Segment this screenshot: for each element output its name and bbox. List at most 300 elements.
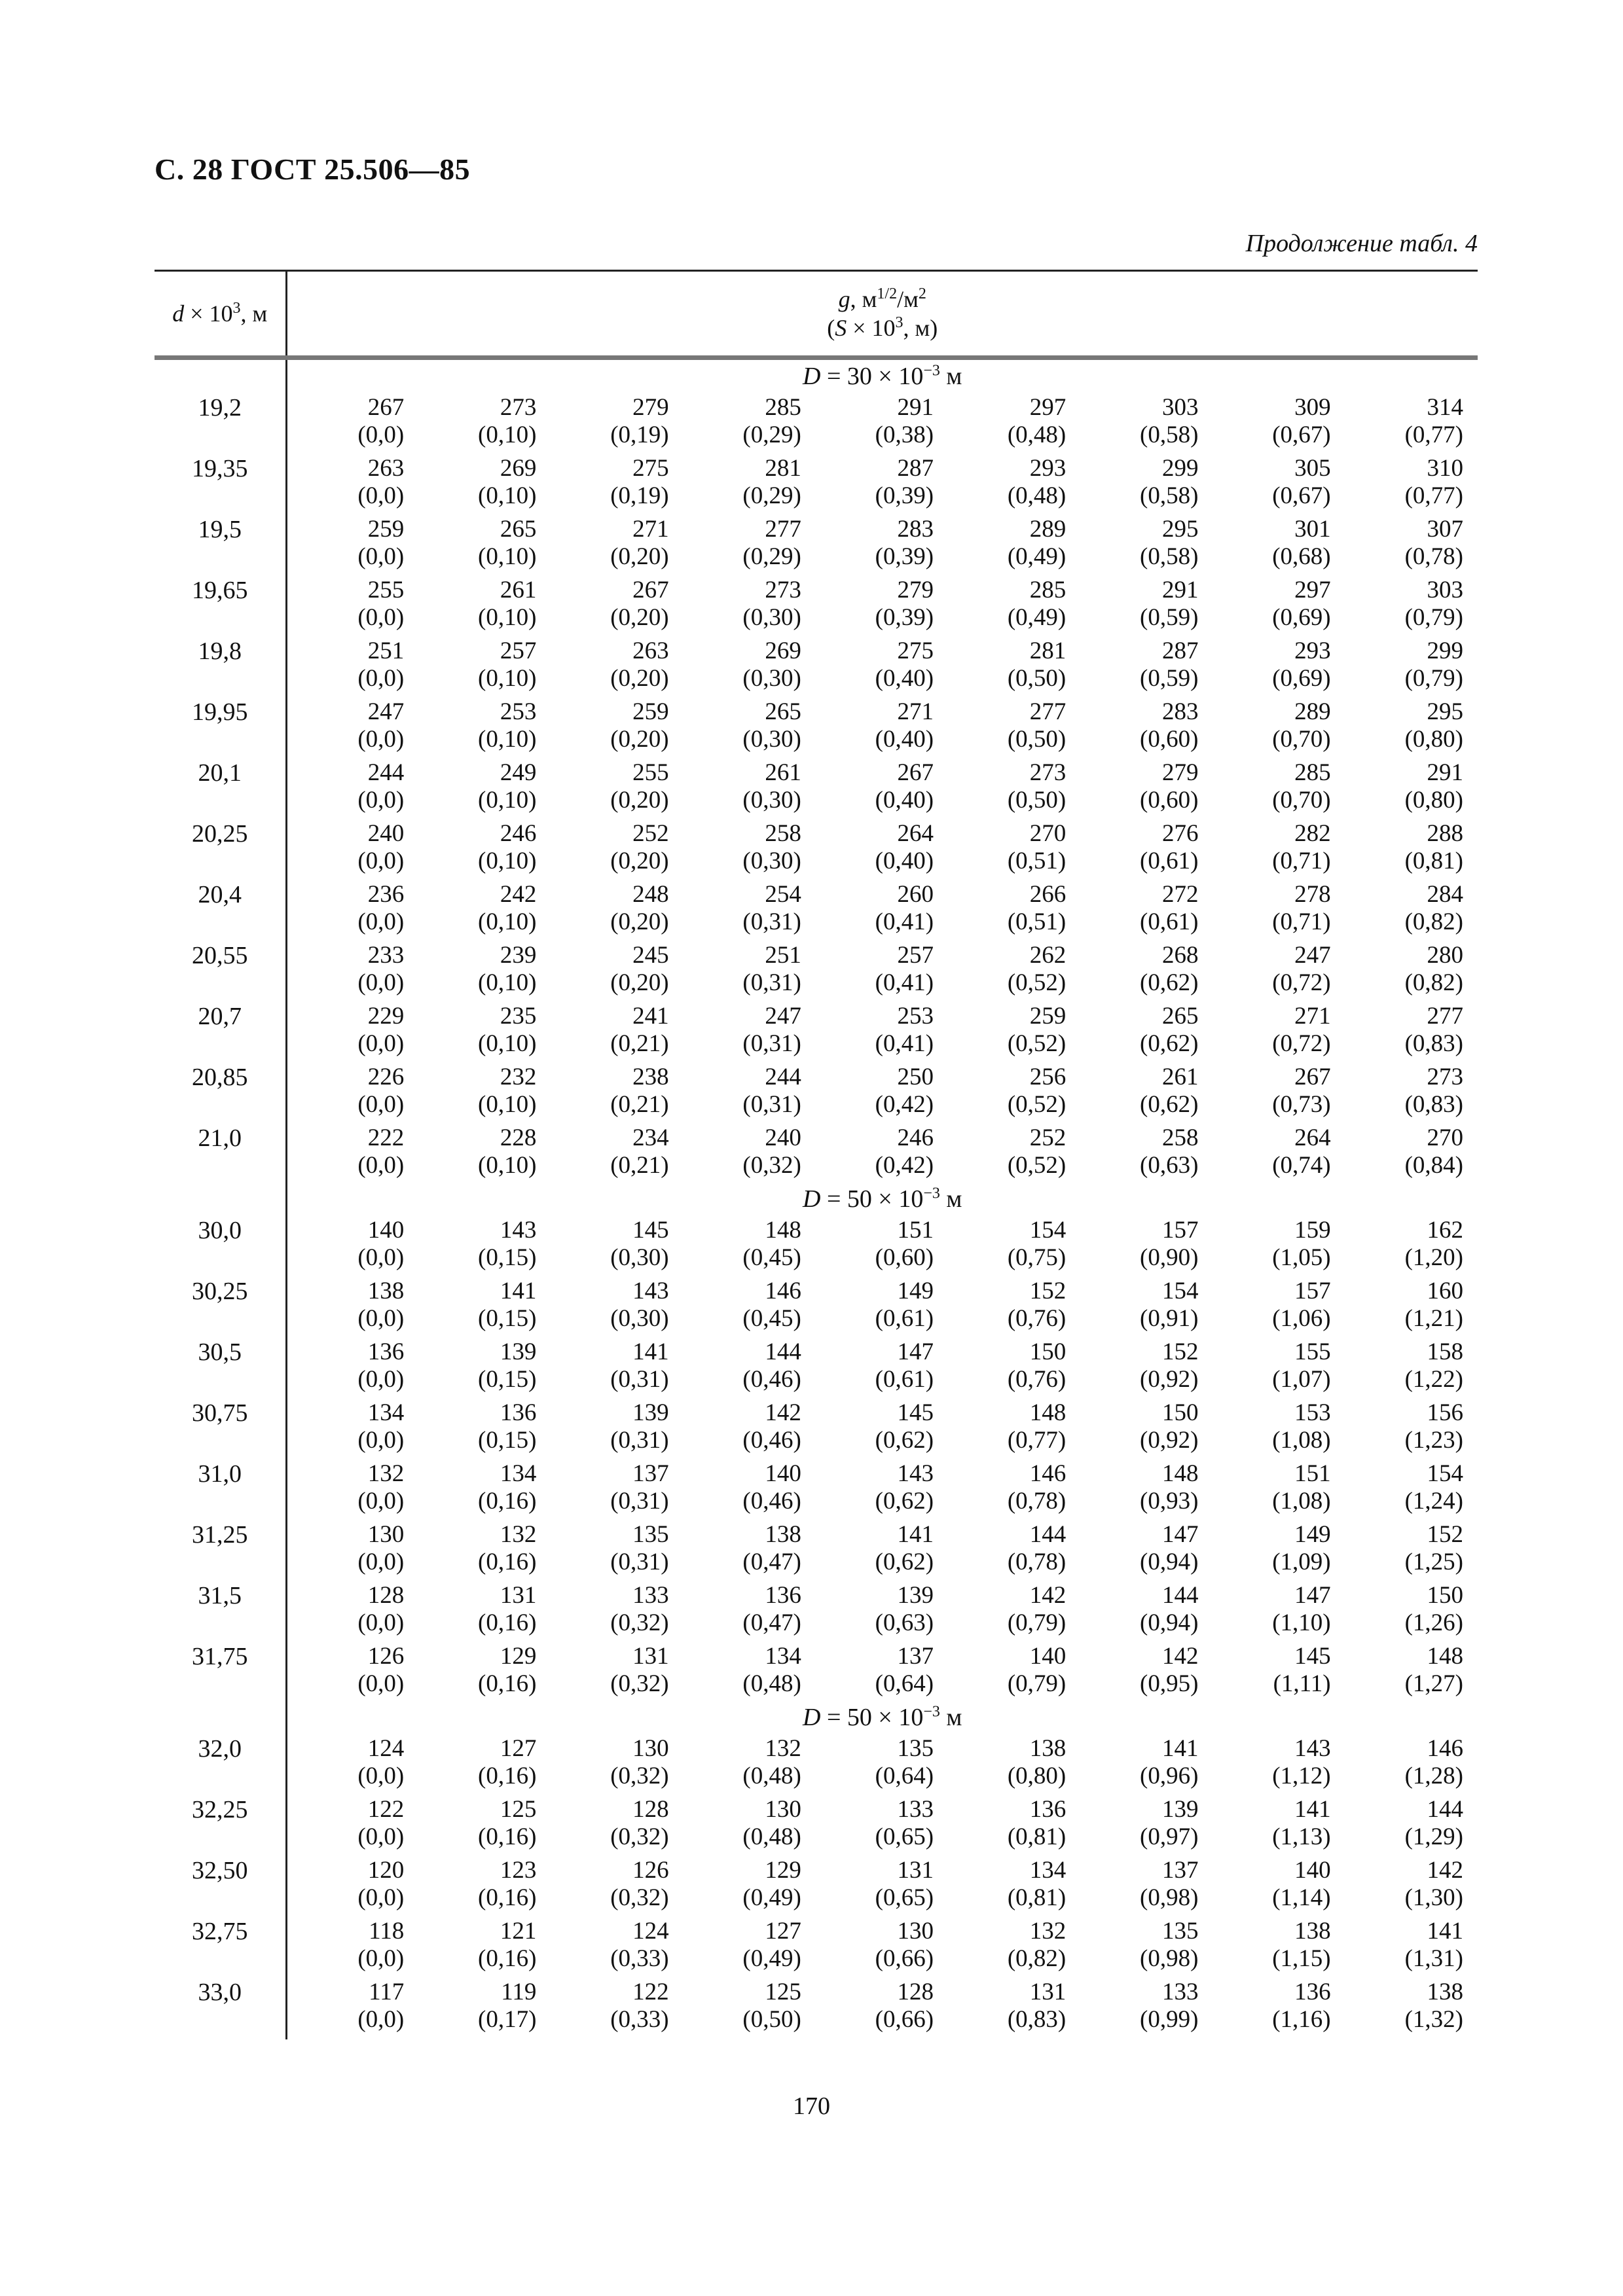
cell-g: 146 [765,1278,801,1304]
cell-s: (1,21) [1404,1305,1463,1332]
cell-s: (0,20) [610,543,669,570]
cell-value [948,1278,1080,1338]
cell-s: (0,76) [1007,1305,1067,1332]
cell-g: 303 [1427,577,1463,603]
cell-g: 124 [632,1918,669,1945]
cell-value [1213,881,1345,942]
cell-g: 272 [1161,881,1199,908]
cell-value [1213,1796,1345,1857]
cell-value [286,1857,418,1918]
cell-g: 139 [500,1338,537,1365]
cell-value [1345,455,1478,516]
cell-g: 273 [500,394,537,421]
cell-s: (0,42) [875,1091,934,1118]
cell-s: (0,78) [1007,1488,1067,1515]
cell-g: 147 [897,1338,934,1365]
cell-value [1345,881,1478,942]
cell-value [684,1643,816,1704]
cell-value [948,1643,1080,1704]
cell-g: 276 [1161,820,1199,847]
table-row [155,942,1478,1003]
cell-value [816,455,948,516]
cell-value [1080,820,1213,881]
cell-value [551,1064,683,1124]
cell-value [684,759,816,820]
cell-s: (0,30) [610,1244,669,1271]
table-row [155,1399,1478,1460]
cell-g: 261 [765,759,801,786]
cell-g: 150 [1029,1338,1067,1365]
cell-g: 117 [369,1979,405,2005]
cell-g: 310 [1427,455,1463,482]
cell-g: 271 [897,698,934,725]
cell-s: (0,98) [1140,1884,1199,1911]
cell-value [1345,1278,1478,1338]
table-row [155,759,1478,820]
cell-g: 130 [367,1521,405,1548]
cell-s: (1,16) [1272,2006,1331,2033]
cell-g: 293 [1294,637,1331,664]
cell-g: 251 [367,637,405,664]
section-title: $D = 30 \times 10^{-3}$ м [803,362,962,390]
cell-value [1080,1217,1213,1278]
cell-d: 20,7 [155,1003,286,1064]
cell-s: (0,31) [742,969,801,996]
cell-s: (0,0) [357,1030,405,1057]
cell-s: (0,48) [742,1823,801,1850]
cell-value [948,455,1080,516]
cell-s: (0,48) [742,1763,801,1789]
cell-s: (0,81) [1007,1884,1067,1911]
cell-s: (0,0) [357,1427,405,1454]
cell-s: (0,0) [357,1763,405,1789]
cell-d: 31,5 [155,1582,286,1643]
cell-s: (1,27) [1404,1670,1463,1697]
cell-value [551,1338,683,1399]
cell-s: (0,58) [1140,422,1199,448]
cell-g: 248 [632,881,669,908]
cell-s: (0,46) [742,1366,801,1393]
cell-value [684,1582,816,1643]
cell-g: 124 [367,1735,405,1762]
cell-s: (0,0) [357,1670,405,1697]
cell-value [948,1460,1080,1521]
cell-value [684,698,816,759]
cell-value [418,1064,551,1124]
table-row [155,881,1478,942]
cell-value [1213,1003,1345,1064]
cell-s: (0,32) [610,1670,669,1697]
cell-s: (1,25) [1404,1549,1463,1575]
cell-value [1213,1399,1345,1460]
cell-g: 132 [500,1521,537,1548]
cell-s: (0,0) [357,969,405,996]
cell-g: 253 [897,1003,934,1030]
cell-d: 30,0 [155,1217,286,1278]
cell-g: 148 [1161,1460,1199,1487]
cell-s: (0,0) [357,665,405,692]
cell-s: (1,31) [1404,1945,1463,1972]
cell-value [286,759,418,820]
cell-value [551,1643,683,1704]
cell-value [418,1003,551,1064]
cell-value [1345,1643,1478,1704]
cell-value [1080,1796,1213,1857]
cell-g: 140 [765,1460,801,1487]
cell-g: 145 [1294,1643,1331,1670]
cell-s: (1,32) [1404,2006,1463,2033]
cell-s: (0,49) [1007,543,1067,570]
cell-g: 135 [1161,1918,1199,1945]
cell-value [1345,1918,1478,1979]
cell-value [948,820,1080,881]
cell-value [551,942,683,1003]
cell-g: 157 [1161,1217,1199,1244]
cell-d: 19,95 [155,698,286,759]
cell-g: 138 [1427,1979,1463,2005]
cell-value [1213,942,1345,1003]
cell-value [816,1796,948,1857]
cell-value [286,881,418,942]
cell-s: (0,15) [478,1427,537,1454]
cell-value [286,1278,418,1338]
cell-value [1080,759,1213,820]
cell-s: (0,94) [1140,1549,1199,1575]
cell-value [684,1399,816,1460]
cell-value [1080,1582,1213,1643]
cell-d: 30,5 [155,1338,286,1399]
cell-g: 151 [897,1217,934,1244]
cell-g: 299 [1427,637,1463,664]
cell-value [551,1857,683,1918]
cell-g: 251 [765,942,801,969]
cell-value [1080,1521,1213,1582]
cell-s: (0,46) [742,1427,801,1454]
cell-s: (0,96) [1140,1763,1199,1789]
cell-s: (0,60) [1140,787,1199,814]
cell-value [684,394,816,455]
cell-g: 279 [897,577,934,603]
cell-s: (0,32) [742,1152,801,1179]
cell-g: 136 [500,1399,537,1426]
cell-g: 247 [765,1003,801,1030]
cell-s: (0,31) [610,1549,669,1575]
cell-g: 238 [632,1064,669,1090]
cell-value [1080,394,1213,455]
cell-value [816,516,948,577]
cell-s: (0,15) [478,1305,537,1332]
cell-s: (0,10) [478,422,537,448]
cell-value [418,516,551,577]
cell-value [1213,1338,1345,1399]
cell-s: (0,31) [742,1091,801,1118]
cell-s: (0,61) [1140,848,1199,874]
cell-g: 288 [1427,820,1463,847]
cell-s: (0,63) [1140,1152,1199,1179]
cell-value [418,1582,551,1643]
cell-value [816,1460,948,1521]
cell-s: (0,39) [875,543,934,570]
cell-value [1345,1979,1478,2039]
cell-g: 252 [1029,1124,1067,1151]
cell-value [286,1582,418,1643]
cell-g: 239 [500,942,537,969]
cell-s: (0,40) [875,665,934,692]
cell-s: (0,29) [742,482,801,509]
cell-value [1213,1857,1345,1918]
cell-value [1213,637,1345,698]
cell-s: (1,23) [1404,1427,1463,1454]
cell-s: (0,66) [875,2006,934,2033]
cell-value [1345,1796,1478,1857]
cell-g: 285 [1294,759,1331,786]
cell-value [1213,394,1345,455]
cell-value [551,1979,683,2039]
cell-s: (0,32) [610,1823,669,1850]
cell-g: 154 [1029,1217,1067,1244]
cell-s: (0,0) [357,422,405,448]
cell-value [551,577,683,637]
cell-value [684,1217,816,1278]
cell-g: 119 [501,1979,537,2005]
cell-s: (0,20) [610,665,669,692]
cell-value [1345,942,1478,1003]
cell-g: 244 [765,1064,801,1090]
cell-s: (0,16) [478,1488,537,1515]
cell-s: (0,69) [1272,665,1331,692]
cell-value [551,637,683,698]
cell-s: (0,62) [875,1427,934,1454]
section-row [155,1704,1478,1735]
cell-value [551,1735,683,1796]
cell-s: (0,72) [1272,969,1331,996]
cell-s: (0,71) [1272,848,1331,874]
cell-g: 278 [1294,881,1331,908]
cell-s: (0,80) [1007,1763,1067,1789]
cell-s: (0,32) [610,1884,669,1911]
cell-value [551,1399,683,1460]
cell-g: 289 [1029,516,1067,543]
cell-g: 145 [897,1399,934,1426]
cell-value [684,1918,816,1979]
column-header-g-line1: g, $м^{1/2}/м^2$ [838,285,926,312]
cell-g: 285 [765,394,801,421]
cell-s: (0,10) [478,848,537,874]
cell-g: 261 [500,577,537,603]
cell-value [418,394,551,455]
cell-g: 295 [1427,698,1463,725]
cell-g: 291 [1161,577,1199,603]
cell-g: 146 [1427,1735,1463,1762]
cell-value [948,1217,1080,1278]
cell-g: 143 [1294,1735,1331,1762]
cell-value [1213,1124,1345,1185]
cell-value [684,942,816,1003]
cell-g: 269 [765,637,801,664]
section-title: $D = 50 \times 10^{-3}$ м [803,1703,962,1731]
cell-s: (0,93) [1140,1488,1199,1515]
cell-value [816,1278,948,1338]
table-row [155,637,1478,698]
cell-s: (0,33) [610,1945,669,1972]
cell-value [286,820,418,881]
cell-s: (0,33) [610,2006,669,2033]
cell-value [418,1460,551,1521]
cell-g: 125 [765,1979,801,2005]
cell-s: (0,49) [1007,604,1067,631]
cell-s: (1,24) [1404,1488,1463,1515]
cell-s: (0,79) [1007,1609,1067,1636]
cell-value [1213,1918,1345,1979]
cell-s: (0,98) [1140,1945,1199,1972]
cell-s: (0,65) [875,1823,934,1850]
cell-s: (0,31) [742,1030,801,1057]
cell-g: 136 [765,1582,801,1609]
cell-value [1213,759,1345,820]
cell-value [418,1857,551,1918]
cell-s: (0,61) [875,1305,934,1332]
cell-value [1345,1521,1478,1582]
cell-g: 141 [1294,1796,1331,1823]
cell-g: 255 [367,577,405,603]
cell-value [684,1857,816,1918]
cell-g: 153 [1294,1399,1331,1426]
cell-value [286,516,418,577]
section-spacer [155,1704,286,1735]
data-table [155,270,1478,2039]
cell-value [816,1521,948,1582]
cell-g: 283 [1161,698,1199,725]
table-header-row [155,271,1478,358]
cell-s: (0,31) [610,1427,669,1454]
cell-s: (0,91) [1140,1305,1199,1332]
table-row [155,1643,1478,1704]
cell-value [816,698,948,759]
cell-g: 135 [632,1521,669,1548]
cell-s: (0,51) [1007,908,1067,935]
cell-s: (0,16) [478,1763,537,1789]
table-row [155,1338,1478,1399]
cell-s: (0,10) [478,1091,537,1118]
cell-g: 143 [897,1460,934,1487]
cell-value [418,1735,551,1796]
cell-value [816,1124,948,1185]
cell-value [551,1460,683,1521]
cell-g: 260 [897,881,934,908]
cell-value [684,577,816,637]
cell-g: 255 [632,759,669,786]
cell-value [551,759,683,820]
cell-g: 269 [500,455,537,482]
cell-g: 137 [897,1643,934,1670]
cell-value [1080,516,1213,577]
cell-g: 150 [1427,1582,1463,1609]
cell-s: (0,79) [1007,1670,1067,1697]
cell-g: 291 [1427,759,1463,786]
cell-s: (0,63) [875,1609,934,1636]
cell-s: (0,20) [610,604,669,631]
cell-value [286,1003,418,1064]
cell-s: (0,67) [1272,482,1331,509]
cell-value [948,577,1080,637]
table-row [155,1735,1478,1796]
cell-value [551,516,683,577]
cell-s: (0,41) [875,969,934,996]
cell-value [1080,1643,1213,1704]
cell-s: (1,13) [1272,1823,1331,1850]
cell-s: (0,81) [1007,1823,1067,1850]
table-row [155,1003,1478,1064]
cell-value [286,1064,418,1124]
cell-s: (0,58) [1140,543,1199,570]
cell-g: 130 [765,1796,801,1823]
page-header: С. 28 ГОСТ 25.506—85 [155,152,471,186]
cell-value [816,577,948,637]
cell-value [816,1338,948,1399]
cell-s: (0,95) [1140,1670,1199,1697]
cell-s: (0,0) [357,848,405,874]
cell-value [1080,942,1213,1003]
cell-g: 249 [500,759,537,786]
section-spacer [155,1185,286,1217]
column-header-g [286,271,1478,358]
cell-value [684,1064,816,1124]
cell-value [1213,455,1345,516]
cell-g: 156 [1427,1399,1463,1426]
cell-s: (0,16) [478,1670,537,1697]
cell-d: 31,0 [155,1460,286,1521]
cell-value [948,637,1080,698]
cell-g: 131 [1029,1979,1067,2005]
cell-s: (0,20) [610,908,669,935]
cell-value [948,1521,1080,1582]
cell-s: (0,72) [1272,1030,1331,1057]
cell-g: 257 [500,637,537,664]
cell-g: 271 [1294,1003,1331,1030]
cell-g: 275 [632,455,669,482]
cell-g: 128 [632,1796,669,1823]
cell-value [418,1124,551,1185]
cell-g: 145 [632,1217,669,1244]
table-row [155,1796,1478,1857]
cell-s: (0,32) [610,1609,669,1636]
cell-value [286,577,418,637]
cell-s: (0,50) [1007,726,1067,753]
cell-value [684,637,816,698]
cell-g: 118 [369,1918,405,1945]
cell-g: 262 [1029,942,1067,969]
cell-s: (0,76) [1007,1366,1067,1393]
cell-s: (0,61) [875,1366,934,1393]
cell-value [1080,1124,1213,1185]
cell-value [1213,820,1345,881]
cell-s: (0,67) [1272,422,1331,448]
cell-g: 232 [500,1064,537,1090]
cell-s: (0,45) [742,1244,801,1271]
cell-g: 137 [1161,1857,1199,1884]
cell-g: 132 [1029,1918,1067,1945]
cell-value [286,1643,418,1704]
cell-g: 137 [632,1460,669,1487]
table-row [155,1217,1478,1278]
cell-value [418,881,551,942]
cell-g: 131 [897,1857,934,1884]
cell-s: (1,28) [1404,1763,1463,1789]
section-spacer [155,358,286,395]
cell-s: (0,32) [610,1763,669,1789]
cell-value [1080,455,1213,516]
cell-g: 132 [367,1460,405,1487]
